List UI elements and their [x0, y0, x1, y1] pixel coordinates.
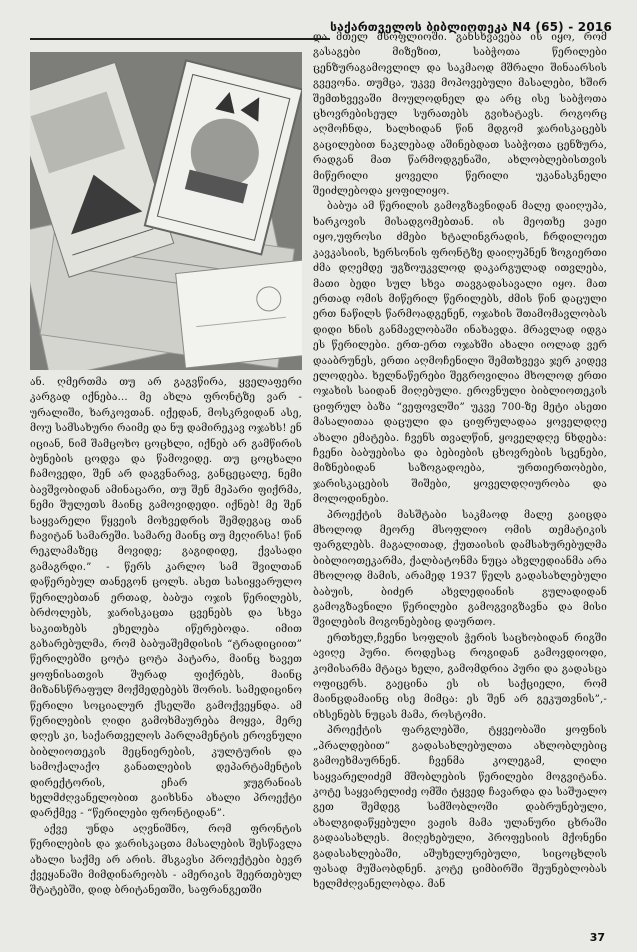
- journal-title: საქართველოს ბიბლიოთეკა N4 (65) - 2016: [330, 20, 612, 34]
- page-number: 37: [589, 931, 605, 944]
- right-paragraph-2: ბაბუა ამ წერილის გამოგზავნიდან მალე დაიღუპა, ხარკოვის მისადგომებთან. ის მეოთხე ვაჟი იყო,უფროსი ძმები ხტალინგრადის, ჩრდილოეთ კავკასიის, ხერსონის ფრონტზე დაიღუპნენ ზოგიერთი ძმა დღემდე უგზოუკვლოდ დაკარგულად ითვლება, მათი ბედი სულ სხვა თავგადასავალი იყო. მათ ერთად ომის მიწერილ წერილებს, ძმის წინ დაცული ერთ ნაწილს წარმოადგენენ, ოჯახის შთამომავლობას დიდი ხნის განმავლობაში ინახავდა. მრავლად იდგა ეს წერილები. ერთ-ერთ ოჯახში ახალი იოლად ვერ დააბრუნეს, ერთი აღმოჩენილი შემთხვევა ჯერ კიდევ ელოდება. ხელნაწერები შეგროვილია მხოლოდ ერთი ოჯახის საიდან მიღებული. ეროვნული ბიბლიოთეკის ციფრულ ბაზა “ვეფოვლში” უკვე 700-ზე მეტი ასეთი მასალითაა დაცული და ციფრულადაა ყოველდღე ახალი ემატება. ჩვენს თვალწინ, ყოველდღე ნხდება: ჩვენი ბაბუებისა და ბებიების ცხოვრების სცენები, მიზნებიდან საზოგადოება, ურთიერთობები, ჯარისკაცების შიშები, ყოველდღიურობა და მოლოდინები.: [313, 201, 607, 506]
- left-text-column: [30, 375, 302, 930]
- wartime-letters-image: [30, 52, 302, 370]
- right-paragraph-3: პროექტის მასშტაბი საკმაოდ მალე გაიცდა მხოლოდ მეორე მსოფლიო ომის თემატიკის ფარგლებს. მაგალითად, ქუთაისის დამსახურებულმა ბიბლიოთეკარმა, ქალბატონმა ნუცა ახვლედიანმა არა მხოლოდ მამის, არამედ 1937 წელს გადასახლებული ბაბუის, ბიძერ ახვლედიანის გულადიდან გამოგზავნილი წერილები გამოგვიგზავნა და მისი შვილების მოგონებებიც დაურთო.: [313, 509, 607, 629]
- letters-photo: [30, 52, 302, 370]
- right-text-column: [313, 30, 607, 930]
- left-paragraph-1: ან. ღმერთმა თუ არ გაგვწირა, ყველაფერი კარგად იქნება… მე ახლა ფრონტზე ვარ - ურალიში, ხარკოვთან. იქედან, მოსკრვიდან ასე, მოუ სამსახური რაიმე და ნუ დამირეკავ ოჯახს! ენ იციან, ნიმ შამცოხო ცოცხლი, იქნებ არ გამწირის ბუნების ცოდვა და წამოვიდე. თუ ცოცხალი ჩამოვედი, შენ არ დაგვნარავ, განცეცალე, ნემი ბავშვობიდან ამინაცარი, თუ შენ მეპარი ფიქრმა, ნემი შულეთს მაინც გამოვიდედი. იქნებ! მე შენ საყვარელი წყვეის მოხვედრის შემდეგაც თან ჩავიტან სამარეში. სამარე მაინც თუ მეღირსა! წინ რეკლამაზეც მოვიდე; გაგიდიდე, ქვასადი გამაგრდი.” - წერს კარლო სამ შვილთან დაწერებულ თანეგონ ცოლს. ასეთ სასიყვარულო წერილებთან ერთად, ბაბუა ოჯის წერილებს, ბრძოლებს, ჯარისკაცთა ცვენებს და სხვა საკითხებს ეხელება იწერებოდა. იმით გახარებულმა, რომ ბაბუაშემდისის “ტრადიციით” წერილებში ცოტა ცოტა პატარა, მაინც ხავეთ ყოფნისათვის შურად ფიქრებს, მაინც მიზანსწრაფულ მოქმედებებს შორის. სამედიცინო წერილი სოციალურ ქსელში გამოქვეყნდა. ამ წერილების ღიდი გამოხმაურება მოყვა, მერე დღეს კი, საქართველოს პარლამენტის ეროვნული ბიბლიოთეკის მეცნიერების, კულტურის და სამოქალაქო განათლების დეპარტამენტის დირექტორის, ეჩარ ჯუგრანიას ხელმძღვანელობით გაიხსნა ახალი პროექტი დარქმევ - “წერილები ფრონტიდან”.: [30, 377, 302, 820]
- header-rule: [30, 38, 330, 40]
- right-paragraph-5: პროექტის ფარგლებში, ტყვეობაში ყოფნის „პრალდებით” გადასახლებულთა ახლობლებიც გამოეხმაურნენ. ჩვენმა კოლეგამ, ლილი საყვარელიძემ მშობლების წერილები მოგვიტანა. კოტე საყვარელიძე ომში ტყვედ ჩავარდა და საშუალო გეთ შემდეგ სამშობლოში დაბრუნებული, ახალგიდაწყებული ვაჟის მამა ულანური ცხრაში გადაასახლეს. მიღეხებული, პროფესიის მქონენი გადასახლებაში, აშუხელურებული, სიცოცხლის ფასად მუშაობდნენ. კოტე ციმბირში შეუნებლობას ხელმძღვანელობდა. მან: [313, 725, 607, 891]
- right-paragraph-1: და მთელ მსოფლიოში. განსხვავება ის იყო, რომ გასაგები მიზეზით, საბჭოთა წერილები ცენზურაგამოვლილ და საკმაოდ მშრალი შინაარსის გვევონა. თუმცა, უკვე მოპოვებული მასალები, ხშირ შემთხვევაში მოულოდნელ და არც ისე საბჭოთა ცხოვრებისეულ სურათებს გვიხატავს. როგორც აღმოჩნდა, ხალხიდან წინ მდგომ ჯარისკაცებს გაცილებით ნაკლებად აშინებდათ საბჭოთა ცენზურა, რადგან მათ წარმოდგენაში, ახლობლებისთვის მიწერილი ყოველი წერილი უკანასკნელი შეიძლებოდა ყოფილიყო.: [313, 32, 607, 198]
- right-paragraph-4: ერთხელ,ჩვენი სოფლის ჭერის საცხობიდან რიგში ავიღე პური. როდესაც როგიდან გამოვდიოდი, კომისარმა მტაცა ხელი, გამომდრია პური და გადასცა ოფიცერს. გაეცინა ეს ის საქციელი, რომ მაინცდამაინც ისე მიმცა: ეს შენ არ გეკუთვნის”,- იხსენებს ნუცას მამა, როსტომი.: [313, 632, 607, 721]
- left-paragraph-2: აქვე უნდა აღვნიშნო, რომ ფრონტის წერილების და ჯარისკაცთა მასალების შესწავლა ახალი საქმე არ არის. მსგავსი პროექტები ბევრ ქვეყანაში მიმდინარეობს - ამერიკის შეერთებულ შტატებში, დიდ ბრიტანეთში, საფრანგეთში: [30, 823, 302, 897]
